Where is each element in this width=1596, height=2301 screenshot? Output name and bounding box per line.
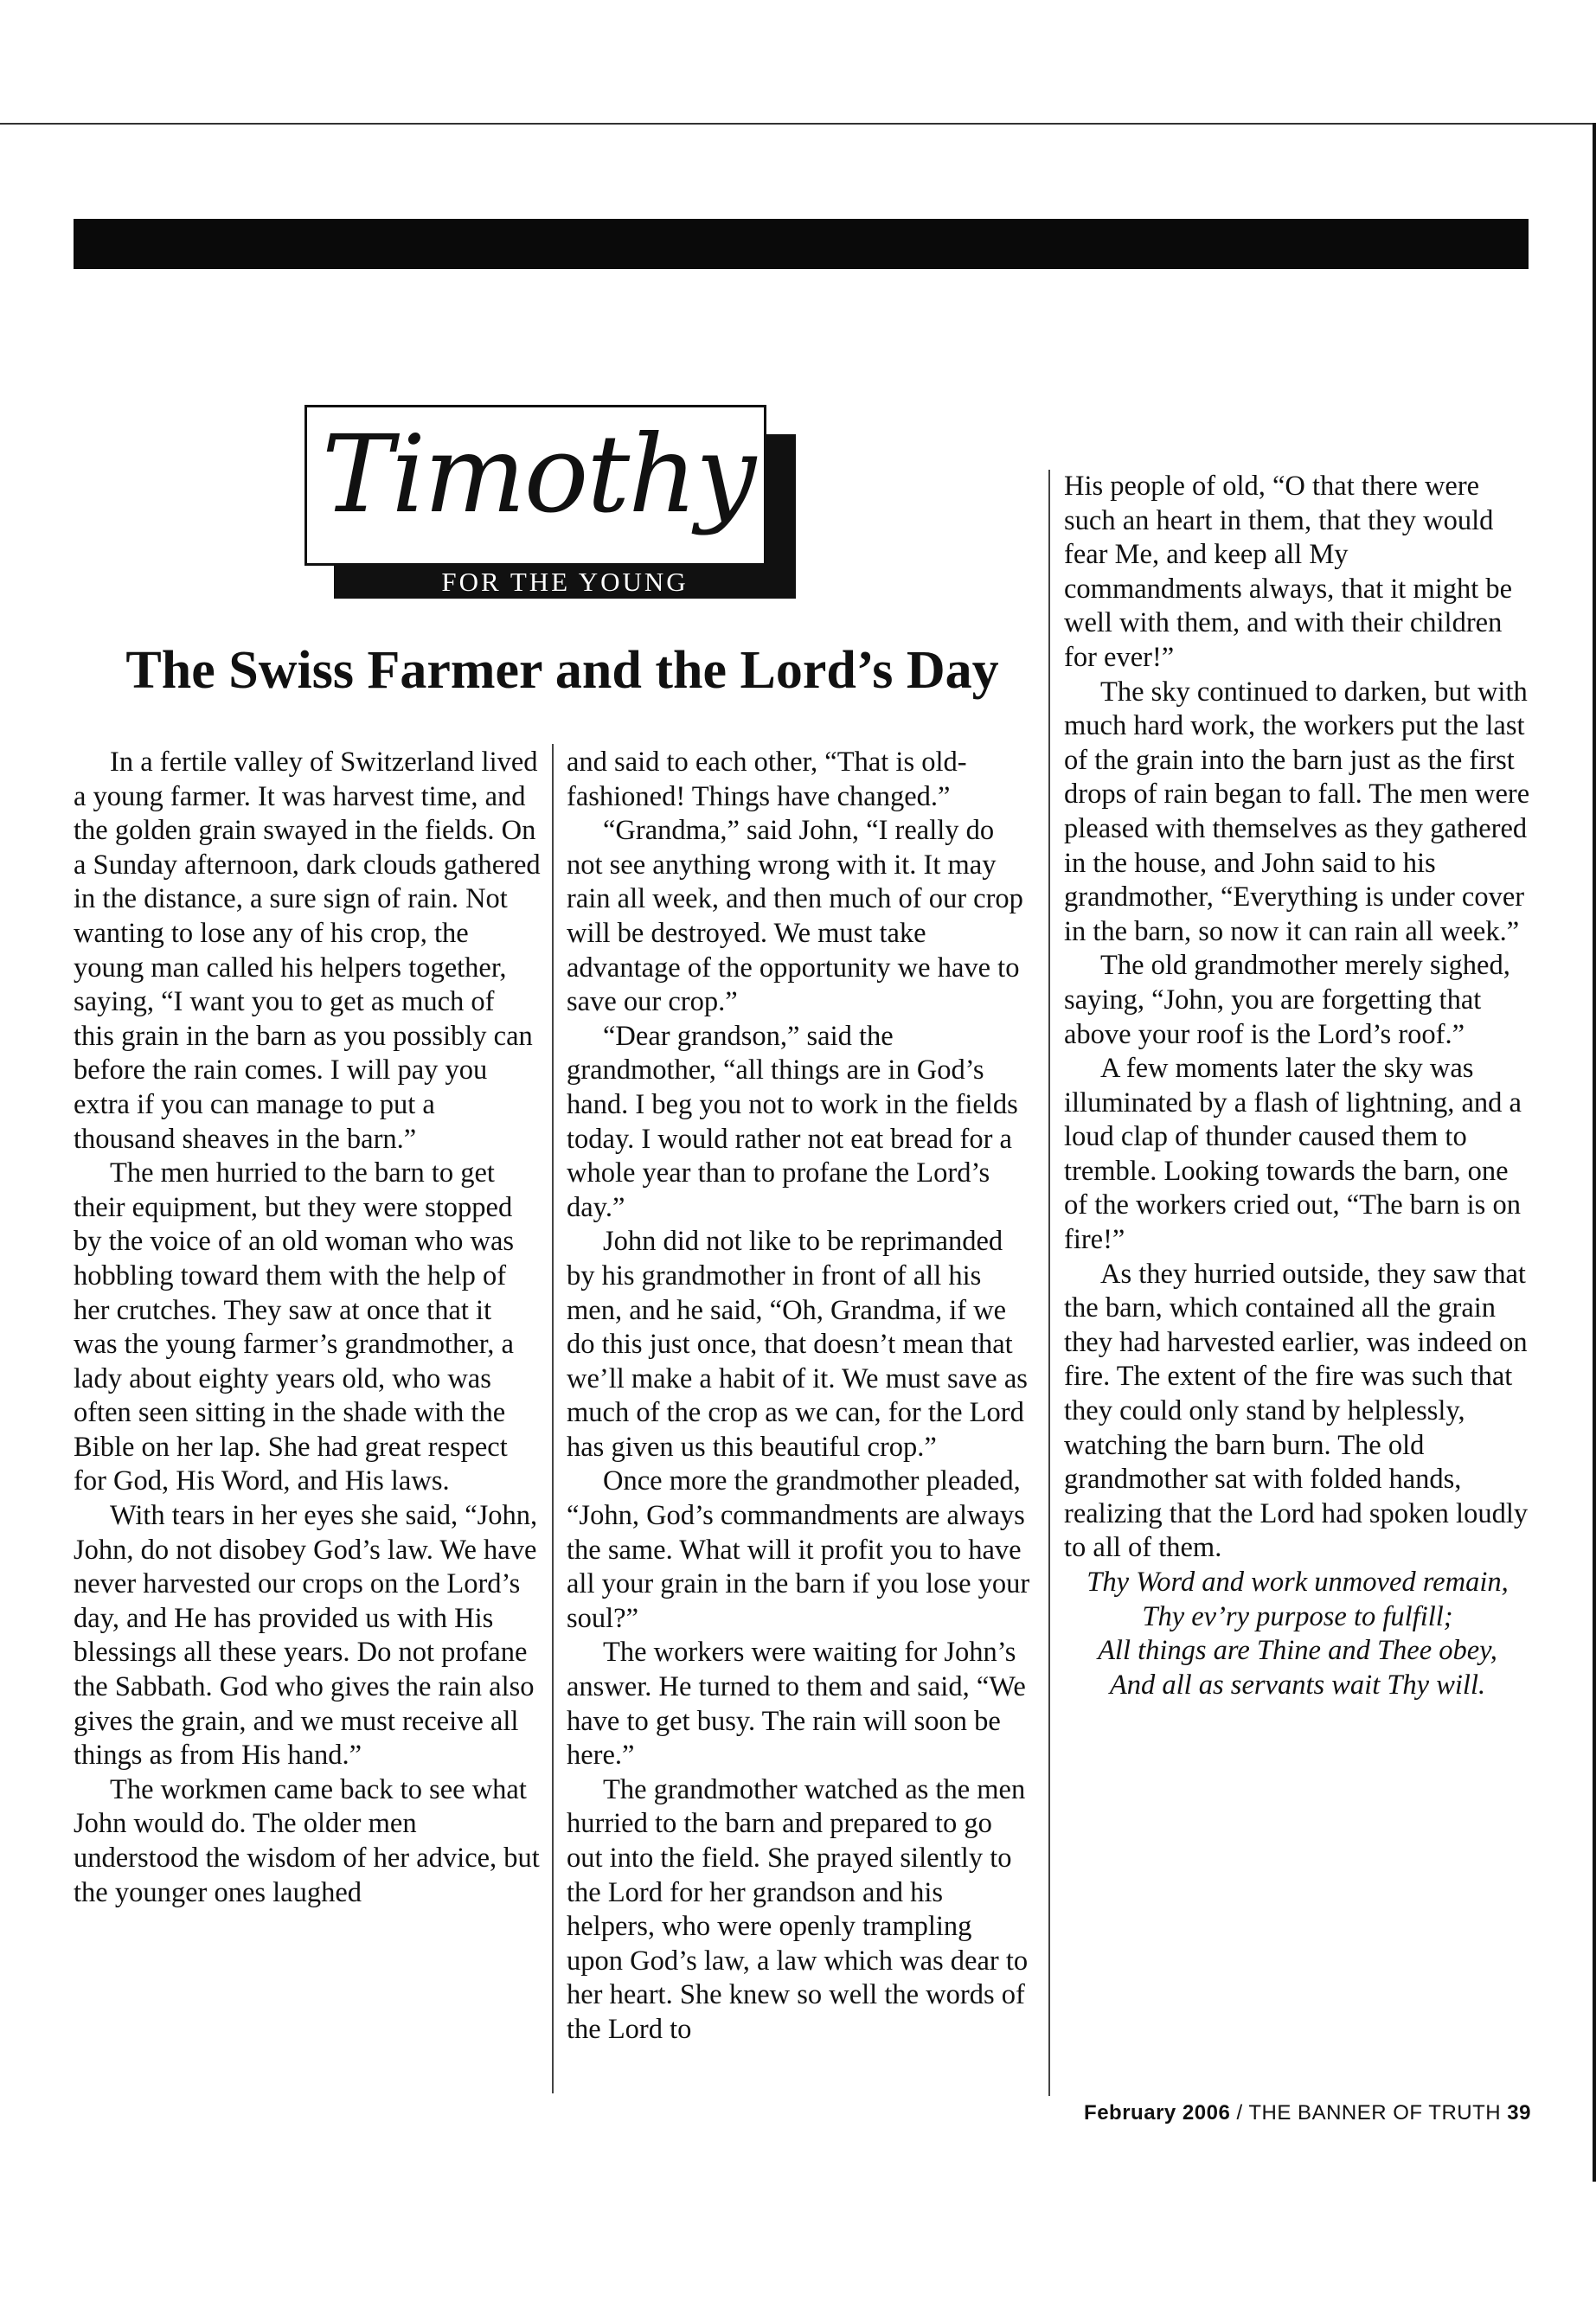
verse-line: And all as servants wait Thy will. (1109, 1669, 1486, 1701)
paragraph: A few moments later the sky was illuminated by a flash of lightning, and a loud clap of thunder caused them to tremble. Looking towards the barn, one of the workers cried out, “The barn is on fire!” (1064, 1053, 1522, 1256)
verse-line: All things are Thine and Thee obey, (1098, 1635, 1497, 1667)
article-column-1 (74, 746, 541, 1910)
article-title: The Swiss Farmer and the Lord’s Day (125, 641, 999, 700)
paragraph: His people of old, “O that there were such an heart in them, that they would fear Me, and keep all My commandments always, that it might be well with them, and with their children for ever!” (1064, 471, 1513, 673)
paragraph: The workers were waiting for John’s answer. He turned to them and said, “We have to get busy. The rain will soon be here.” (567, 1637, 1026, 1772)
scan-edge-top (0, 123, 1596, 125)
footer-publication: THE BANNER OF TRUTH (1248, 2101, 1502, 2125)
masthead (304, 405, 796, 599)
paragraph: The old grandmother merely sighed, saying, “John, you are forgetting that above your roof is the Lord’s roof.” (1064, 950, 1510, 1050)
masthead-title: Timothy (321, 413, 755, 537)
header-bar (74, 219, 1529, 269)
paragraph: Once more the grandmother pleaded, “John, God’s commandments are always the same. What will it profit you to have all your grain in the barn if you lose your soul?” (567, 1465, 1030, 1634)
verse-line: Thy ev’ry purpose to fulfill; (1142, 1600, 1453, 1632)
paragraph: The men hurried to the barn to get their equipment, but they were stopped by the voice of an old woman who was hobbling toward them with the help of her crutches. They saw at once that it was the young farmer’s grandmother, a lady about eighty years old, who was often seen sitting in the shade with the Bible on her lap. She had great respect for God, His Word, and His laws. (74, 1157, 515, 1497)
paragraph: As they hurried outside, they saw that the barn, which contained all the grain they had harvested earlier, was indeed on fire. The extent of the fire was such that they could only stand by helplessly, watching the barn burn. The old grandmother sat with folded hands, realizing that the Lord had spoken loudly to all of them. (1064, 1258, 1529, 1564)
masthead-box (304, 405, 766, 566)
paragraph: In a fertile valley of Switzerland lived a young farmer. It was harvest time, and the golden grain swayed in the fields. On a Sunday afternoon, dark clouds gathered in the distance, a sure sign of rain. Not wanting to lose any of his crop, the young man called his helpers together, saying, “I want you to get as much of this grain in the barn as you possibly can before the rain comes. I will pay you extra if you can manage to put a thousand sheaves in the barn.” (74, 747, 541, 1155)
column-divider (1048, 470, 1050, 2096)
column-divider (552, 744, 554, 2093)
paragraph: The grandmother watched as the men hurried to the barn and prepared to go out into the field. She prayed silently to the Lord for her grandson and his helpers, who were openly trampling upon God’s law, a law which was dear to her heart. She knew so well the words of the Lord to (567, 1773, 1029, 2045)
paragraph: “Dear grandson,” said the grandmother, “all things are in God’s hand. I beg you not to work in the fields today. I would rather not eat bread for a whole year than to profane the Lord’s day.” (567, 1020, 1018, 1223)
paragraph: The sky continued to darken, but with much hard work, the workers put the last of the grain into the barn just as the first drops of rain began to fall. The men were pleased with themselves as they gathered in the house, and John said to his grandmother, “Everything is under cover in the barn, so now it can rain all week.” (1064, 676, 1530, 947)
paragraph: John did not like to be reprimanded by his grandmother in front of all his men, and he said, “Oh, Grandma, if we do this just once, that doesn’t mean that we’ll make a habit of it. We must save as much of the crop as we can, for the Lord has given us this beautiful crop.” (567, 1226, 1028, 1463)
article-column-3 (1064, 470, 1531, 1702)
footer-separator: / (1236, 2101, 1243, 2125)
page-footer (1021, 2100, 1531, 2126)
scan-edge-right (1593, 123, 1596, 2182)
paragraph: “Grandma,” said John, “I really do not see anything wrong with it. It may rain all week, and then much of our crop will be destroyed. We must take advantage of the opportunity we have to save our crop.” (567, 815, 1023, 1018)
verse-line: Thy Word and work unmoved remain, (1086, 1567, 1509, 1598)
article-column-2 (567, 746, 1034, 2048)
paragraph: With tears in her eyes she said, “John, John, do not disobey God’s law. We have never harvested our crops on the Lord’s day, and He has provided us with His blessings all these years. Do not profane the Sabbath. God who gives the rain also gives the grain, and we must receive all things as from His hand.” (74, 1500, 538, 1772)
footer-date: February 2006 (1084, 2101, 1231, 2125)
masthead-subtitle: FOR THE YOUNG (334, 566, 796, 599)
paragraph: The workmen came back to see what John would do. The older men understood the wisdom of her advice, but the younger ones laughed (74, 1773, 540, 1908)
paragraph: and said to each other, “That is old-fashioned! Things have changed.” (567, 747, 967, 812)
page-number: 39 (1507, 2101, 1531, 2125)
